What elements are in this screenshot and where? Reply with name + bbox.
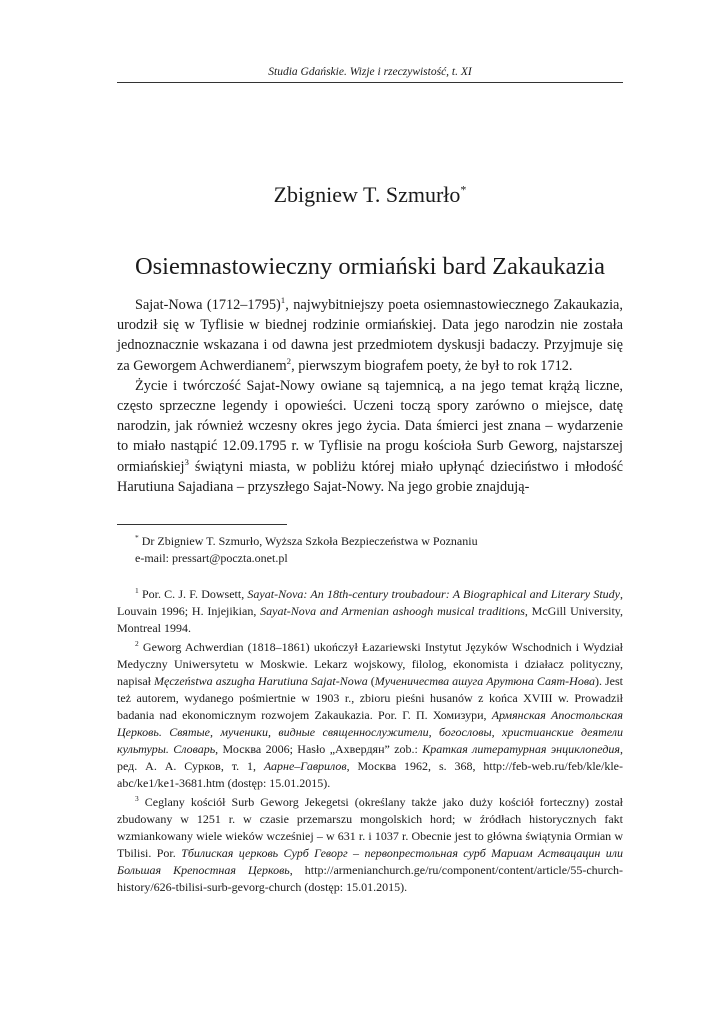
footnote-text: , http://armenianchurch.ge/ru/component/content/article/55-church-history/626-tbilisi-surb-gevorg-church (dostęp: 15.01.2015). <box>117 863 624 894</box>
footnote-italic: Армянская Апостольская Церковь. Святые, мученики, видные священнослужители, богословы, христианские деятели культуры. Словарь <box>117 708 623 756</box>
author-footnote-mark: * <box>460 182 467 197</box>
footnote-text: , ред. А. А. Сурков, т. 1, <box>117 742 623 773</box>
paragraph-1 <box>117 295 623 376</box>
footnote-2 <box>117 639 623 792</box>
author-note-mark: * <box>135 533 139 542</box>
header-rule <box>117 82 623 83</box>
footnote-1 <box>117 586 623 637</box>
footnote-text: , Москва 2006; Hasło „Ахвердян” zob.: <box>215 742 423 756</box>
author-note <box>117 533 623 567</box>
author-email: e-mail: pressart@poczta.onet.pl <box>135 551 288 565</box>
author-affiliation <box>117 533 623 550</box>
footnote-text: Geworg Achwerdian (1818–1861) ukończył Łazariewski Instytut Języków Wschodnich i Wydział Medyczny Uniwersytetu w Moskwie. Lekarz wojskowy, filolog, ekonomista i działacz polityczny, napisał <box>117 640 624 688</box>
paragraph-text: , pierwszym biografem poety, że był to rok 1712. <box>291 357 573 374</box>
footnote-ref-1: 1 <box>280 295 286 306</box>
footnote-ref-2: 2 <box>286 355 292 366</box>
footnote-number: 3 <box>135 794 139 803</box>
paragraph-text: , najwybitniejszy poeta osiemnastowiecznego Zakaukazia, urodził się w Tyflisie w biednej rodzinie ormiańskiej. Data jego narodzin nie została jednoznacznie wskazana i od dawna jest przedmiotem dyskusji badaczy. Przyjmuje się za Geworgem Achwerdianem <box>117 297 623 374</box>
footnote-3 <box>117 794 623 896</box>
footnotes <box>117 586 623 898</box>
footnote-italic: Sayat-Nova: An 18th-century troubadour: A Biographical and Literary Study <box>247 587 621 601</box>
footnote-text: ). Jest też autorem, wydanego pośmiertnie w 1903 r., zbioru pieśni husanów z końca XVIII w. Prowadził badania nad ekonomicznym rozwojem Zakaukazia. Por. Г. П. Хомизури, <box>117 674 624 722</box>
footnote-number: 2 <box>135 639 139 648</box>
paragraph-text: Życie i twórczość Sajat-Nowy owiane są tajemnicą, a na jego temat krążą liczne, często sprzeczne legendy i opowieści. Uczeni toczą spory zarówno o miejsce, datę narodzin, jak również wczesny okres jego życia. Data śmierci jest znana – wydarzenie to miało nastąpić 12.09.1795 r. w Tyflisie na progu kościoła Surb Geworg, najstarszej ormiańskiej <box>117 377 623 475</box>
author-name <box>117 182 623 208</box>
footnote-italic: Мученичества ашуга Арутюна Саят-Нова <box>374 674 595 688</box>
footnote-italic: Sayat-Nova and Armenian ashoogh musical traditions <box>260 604 525 618</box>
author-name-text: Zbigniew T. Szmurło <box>273 182 461 207</box>
footnote-text: ( <box>367 674 375 688</box>
footnote-text: , Москва 1962, s. 368, http://feb-web.ru/feb/kle/kle-abc/ke1/ke1-3681.htm (dostęp: 15.01.2015). <box>117 759 623 790</box>
paragraph-text: świątyni miasta, w pobliżu której miało upłynąć dzieciństwo i młodość Harutiuna Sajadiana – przyszłego Sajat-Nowy. Na jego grobie znajdują- <box>117 458 623 495</box>
footnote-ref-3: 3 <box>184 456 189 467</box>
footnote-text: Por. C. J. F. Dowsett, <box>141 587 248 601</box>
footnote-text: , McGill University, Montreal 1994. <box>117 604 623 635</box>
running-head: Studia Gdańskie. Wizje i rzeczywistość, t. XI <box>268 66 472 78</box>
author-affiliation-text: Dr Zbigniew T. Szmurło, Wyższa Szkoła Bezpieczeństwa w Poznaniu <box>141 534 478 548</box>
footnote-italic: Краткая литературная энциклопедия <box>422 742 620 756</box>
footnote-italic: Аарне–Гаврилов <box>263 759 347 773</box>
footnote-rule <box>117 524 287 525</box>
footnote-text: , Louvain 1996; H. Injejikian, <box>117 587 624 618</box>
footnote-italic: Męczeństwa aszugha Harutiuna Sajat-Nowa <box>154 674 368 688</box>
paragraph-2 <box>117 376 623 497</box>
footnote-italic: Тбилиская церковь Сурб Геворг – первопрестольная сурб Мариам Аствацацин или Большая Крепостная Церковь <box>117 846 624 877</box>
footnote-text: Ceglany kościół Surb Geworg Jekegetsi (określany także jako duży kościół forteczny) został zbudowany w 1251 r. w czasie przemarszu mongolskich hord; w źródłach historycznych fakt wzmiankowany wiele wieków wcześniej – w 631 r. i 1037 r. Obecnie jest to główna świątynia Ormian w Tbilisi. Por. <box>117 795 624 860</box>
body-text <box>117 295 623 497</box>
article-title: Osiemnastowieczny ormiański bard Zakaukazia <box>134 253 606 280</box>
footnote-number: 1 <box>135 586 139 595</box>
paragraph-text: Sajat-Nowa (1712–1795) <box>135 297 281 313</box>
